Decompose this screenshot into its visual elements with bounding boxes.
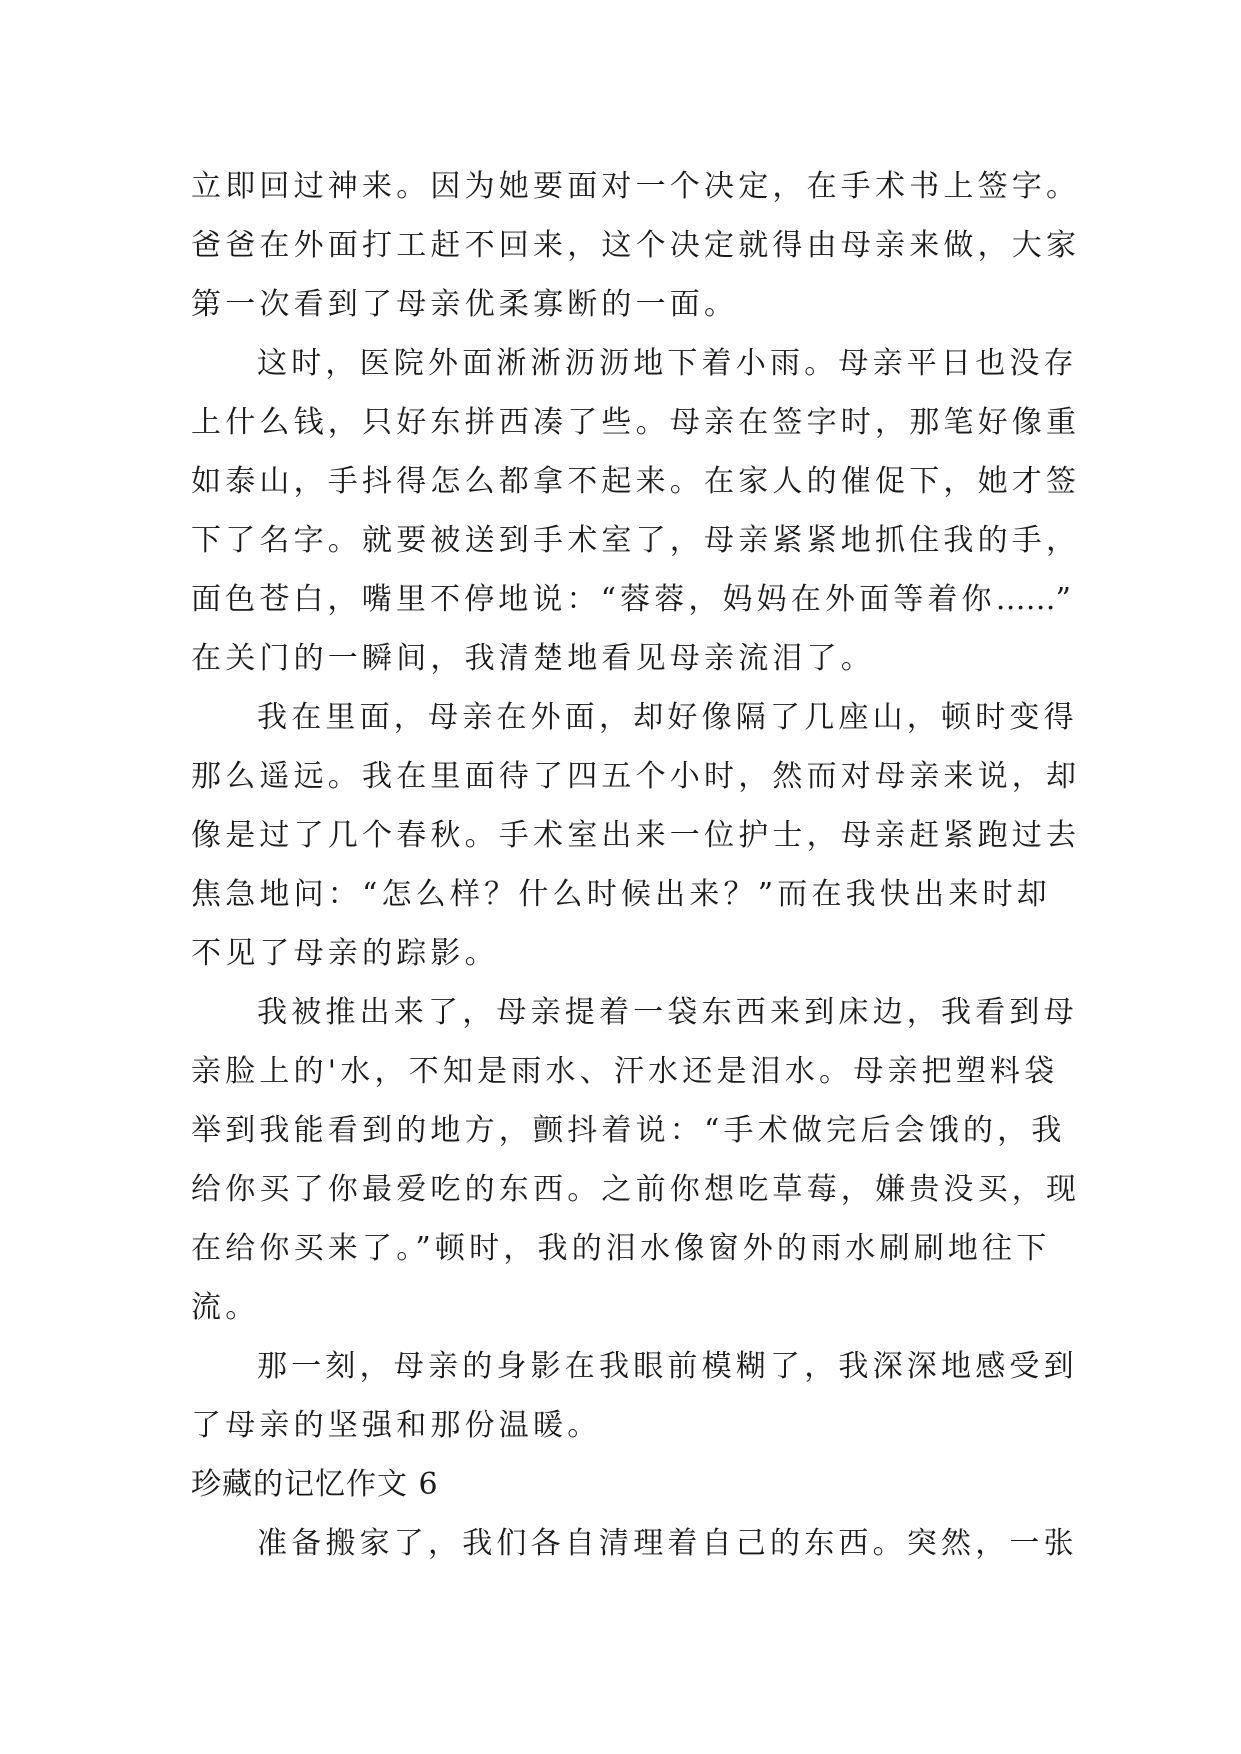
text-line: 举到我能看到的地方，颤抖着说：“手术做完后会饿的，我 [191, 1113, 1066, 1148]
text-line: 爸爸在外面打工赶不回来，这个决定就得由母亲来做，大家 [191, 228, 1081, 263]
text-line: 在关门的一瞬间，我清楚地看见母亲流泪了。 [191, 641, 875, 676]
paragraph-first-line: 我被推出来了，母亲提着一袋东西来到床边，我看到母 [257, 995, 1078, 1030]
text-line: 了母亲的坚强和那份温暖。 [191, 1408, 602, 1443]
essay-body [191, 157, 1081, 1573]
text-line: 面色苍白，嘴里不停地说：“蓉蓉，妈妈在外面等着你……” [191, 582, 1071, 617]
text-line: 亲脸上的'水，不知是雨水、汗水还是泪水。母亲把塑料袋 [191, 1054, 1059, 1089]
text-line: 第一次看到了母亲优柔寡断的一面。 [191, 287, 739, 322]
paragraph-first-line: 那一刻，母亲的身影在我眼前模糊了，我深深地感受到 [257, 1349, 1078, 1384]
text-line: 如泰山，手抖得怎么都拿不起来。在家人的催促下，她才签 [191, 464, 1081, 499]
text-line: 流。 [191, 1290, 260, 1325]
paragraph-first-line: 准备搬家了，我们各自清理着自己的东西。突然，一张 [257, 1526, 1078, 1561]
paragraph-first-line: 我在里面，母亲在外面，却好像隔了几座山，顿时变得 [257, 700, 1078, 735]
text-line: 在给你买来了。”顿时，我的泪水像窗外的雨水刷刷地往下 [191, 1231, 1051, 1266]
text-line: 立即回过神来。因为她要面对一个决定，在手术书上签字。 [191, 169, 1081, 204]
text-line: 像是过了几个春秋。手术室出来一位护士，母亲赶紧跑过去 [191, 818, 1081, 853]
text-line: 那么遥远。我在里面待了四五个小时，然而对母亲来说，却 [191, 759, 1081, 794]
paragraph-first-line: 这时，医院外面淅淅沥沥地下着小雨。母亲平日也没存 [257, 346, 1078, 381]
text-line: 给你买了你最爱吃的东西。之前你想吃草莓，嫌贵没买，现 [191, 1172, 1081, 1207]
text-line: 不见了母亲的踪影。 [191, 936, 499, 971]
text-line: 焦急地问：“怎么样？什么时候出来？”而在我快出来时却 [191, 877, 1051, 912]
section-heading: 珍藏的记忆作文 6 [191, 1467, 439, 1502]
text-line: 上什么钱，只好东拼西凑了些。母亲在签字时，那笔好像重 [191, 405, 1081, 440]
text-line: 下了名字。就要被送到手术室了，母亲紧紧地抓住我的手， [191, 523, 1081, 558]
